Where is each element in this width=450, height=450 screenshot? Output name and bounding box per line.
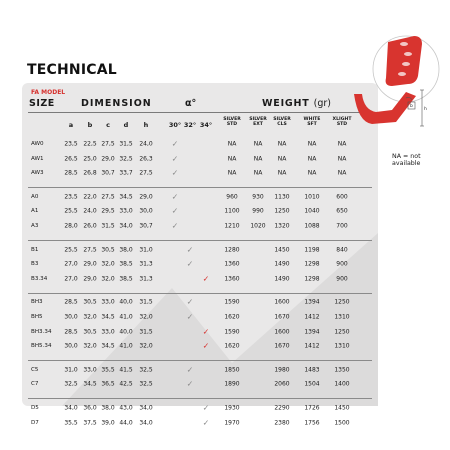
weight-value: 1504 — [304, 380, 320, 388]
size-label: AW1 — [31, 155, 44, 162]
dimension-header: DIMENSION — [81, 98, 152, 109]
weight-value: NA — [253, 169, 263, 177]
check-icon: ✓ — [186, 245, 194, 255]
weight-value: 930 — [252, 193, 264, 201]
size-label: B1 — [31, 246, 39, 253]
weight-col-header — [223, 117, 241, 128]
weight-value: 1500 — [334, 419, 350, 427]
dimension-value: 37,5 — [83, 419, 97, 427]
model-label: FA MODEL — [31, 89, 66, 96]
dimension-value: 22,5 — [83, 140, 97, 148]
size-label: D7 — [31, 419, 39, 426]
weight-value: 1198 — [304, 246, 320, 254]
weight-value: 1394 — [304, 298, 320, 306]
technical-table — [22, 83, 378, 428]
dimension-value: 33,7 — [119, 169, 133, 177]
weight-value: 1350 — [334, 366, 350, 374]
weight-col-header — [249, 117, 267, 128]
dimension-value: 29,0 — [83, 260, 97, 268]
weight-value: 1590 — [224, 298, 240, 306]
size-label: C5 — [31, 366, 39, 373]
weight-value: 1280 — [224, 246, 240, 254]
dimension-value: 25,5 — [64, 246, 78, 254]
weight-col-header-line2: CLS — [277, 122, 287, 128]
weight-value: 1360 — [224, 260, 240, 268]
weight-value: 1600 — [274, 328, 290, 336]
group-divider — [28, 187, 372, 188]
weight-value: 990 — [252, 207, 264, 215]
weight-value: 1726 — [304, 404, 320, 412]
dimension-value: 28,5 — [64, 298, 78, 306]
weight-value: NA — [253, 155, 263, 163]
weight-value: 1394 — [304, 328, 320, 336]
weight-value: 700 — [336, 222, 348, 230]
dimension-value: 30,5 — [83, 328, 97, 336]
dimension-value: 27,5 — [83, 246, 97, 254]
check-icon: ✓ — [171, 192, 179, 202]
dim-col-header: b — [87, 121, 93, 129]
weight-value: NA — [307, 155, 317, 163]
dimension-value: 33,0 — [119, 207, 133, 215]
dimension-value: 28,5 — [64, 328, 78, 336]
check-icon: ✓ — [186, 312, 194, 322]
dimension-value: 27,5 — [101, 193, 115, 201]
weight-value: 2060 — [274, 380, 290, 388]
weight-value: 1970 — [224, 419, 240, 427]
check-icon: ✓ — [202, 403, 210, 413]
weight-value: NA — [277, 155, 287, 163]
seat-illustration — [336, 36, 446, 132]
dimension-value: 34,0 — [119, 222, 133, 230]
weight-value: NA — [227, 169, 237, 177]
dimension-value: 31,0 — [64, 366, 78, 374]
weight-value: 1130 — [274, 193, 290, 201]
check-icon: ✓ — [202, 341, 210, 351]
dimension-value: 32,0 — [139, 342, 153, 350]
dimension-value: 28,5 — [64, 169, 78, 177]
weight-value: 1450 — [334, 404, 350, 412]
dimension-letters — [410, 103, 427, 112]
dimension-value: 38,5 — [119, 260, 133, 268]
check-icon: ✓ — [186, 259, 194, 269]
dimension-value: 27,0 — [64, 260, 78, 268]
weight-value: 1620 — [224, 313, 240, 321]
weight-value: 1320 — [274, 222, 290, 230]
dimension-value: 29,5 — [101, 207, 115, 215]
group-divider — [28, 360, 372, 361]
dimension-value: 30,0 — [139, 207, 153, 215]
size-label: B3.34 — [31, 275, 48, 282]
size-label: AW0 — [31, 141, 44, 147]
weight-value: NA — [337, 140, 347, 148]
weight-value: 1020 — [250, 222, 266, 230]
dimension-value: 35,5 — [64, 419, 78, 427]
weight-value: NA — [307, 140, 317, 148]
check-icon: ✓ — [171, 206, 179, 216]
dimension-value: 32,0 — [101, 275, 115, 283]
dimension-value: 30,5 — [101, 246, 115, 254]
weight-value: 1450 — [274, 246, 290, 254]
dimension-value: 31,5 — [101, 222, 115, 230]
weight-value: 1010 — [304, 193, 320, 201]
angle-col-header: 30° — [168, 121, 182, 129]
weight-value: NA — [277, 140, 287, 148]
dimension-value: 34,0 — [139, 404, 153, 412]
weight-value: 650 — [336, 207, 348, 215]
check-icon: ✓ — [186, 297, 194, 307]
weight-col-header-line1: SILVER — [223, 117, 241, 122]
dimension-value: 32,0 — [101, 260, 115, 268]
dimension-value: 30,0 — [64, 342, 78, 350]
dimension-value: 25,5 — [64, 207, 78, 215]
dim-col-header: a — [68, 121, 74, 129]
dimension-value: 22,0 — [83, 193, 97, 201]
check-icon: ✓ — [171, 221, 179, 231]
alpha-header: α° — [185, 98, 197, 109]
dimension-value: 31,5 — [119, 140, 133, 148]
dimension-value: 36,5 — [101, 380, 115, 388]
header-divider — [28, 112, 372, 113]
weight-col-header — [304, 117, 321, 128]
size-label: C7 — [31, 381, 39, 388]
dimension-value: 34,0 — [64, 404, 78, 412]
check-icon: ✓ — [171, 139, 179, 149]
weight-col-header-line2: STD — [226, 122, 238, 128]
size-label: AW3 — [31, 170, 44, 177]
weight-value: NA — [307, 169, 317, 177]
dimension-value: 33,0 — [83, 366, 97, 374]
seat-profile-shape — [354, 92, 416, 124]
weight-col-header-line1: SILVER — [273, 117, 291, 122]
weight-col-header-line2: SFT — [307, 122, 317, 128]
weight-col-header-line1: XLIGHT — [332, 117, 352, 122]
dimension-value: 34,5 — [83, 380, 97, 388]
weight-col-header-line1: SILVER — [249, 117, 267, 122]
weight-value: 1298 — [304, 275, 320, 283]
weight-value: 1670 — [274, 313, 290, 321]
dimension-value: 36,0 — [83, 404, 97, 412]
weight-value: 1100 — [224, 207, 240, 215]
dimension-value: 39,0 — [101, 419, 115, 427]
weight-value: NA — [277, 169, 287, 177]
weight-value: NA — [253, 140, 263, 148]
size-label: A0 — [31, 193, 39, 200]
dimension-value: 23,5 — [64, 140, 78, 148]
dim-col-header: d — [123, 121, 129, 129]
dimension-value: 41,0 — [119, 313, 133, 321]
check-icon: ✓ — [171, 168, 179, 178]
weight-value: 1310 — [334, 313, 350, 321]
dimension-value: 30,0 — [64, 313, 78, 321]
weight-value: 1490 — [274, 260, 290, 268]
weight-value: 1040 — [304, 207, 320, 215]
dim-col-header: c — [106, 121, 110, 129]
dimension-value: 33,0 — [101, 298, 115, 306]
dimension-value: 31,3 — [139, 275, 153, 283]
weight-col-header-line2: EXT — [253, 122, 263, 128]
dimension-value: 29,0 — [139, 193, 153, 201]
size-label: BH5.34 — [31, 343, 52, 350]
size-label: B3 — [31, 261, 39, 268]
dimension-value: 34,5 — [101, 342, 115, 350]
group-divider — [28, 293, 372, 294]
dimension-value: 27,0 — [64, 275, 78, 283]
weight-value: 1600 — [274, 298, 290, 306]
weight-value: 1756 — [304, 419, 320, 427]
dimension-value: 32,0 — [83, 313, 97, 321]
dimension-value: 29,0 — [101, 155, 115, 163]
dimension-value: 34,5 — [101, 313, 115, 321]
angle-col-header: 34° — [199, 121, 213, 129]
dimension-value: 41,5 — [119, 366, 133, 374]
dimension-value: 31,3 — [139, 260, 153, 268]
size-header: SIZE — [29, 98, 55, 109]
weight-header — [262, 98, 331, 109]
weight-value: NA — [227, 155, 237, 163]
size-label: BH3.34 — [31, 328, 52, 335]
weight-value: 1360 — [224, 275, 240, 283]
weight-value: 1483 — [304, 366, 320, 374]
weight-value: NA — [337, 169, 347, 177]
dimension-value: 26,3 — [139, 155, 153, 163]
dimension-value: 42,5 — [119, 380, 133, 388]
check-icon: ✓ — [202, 327, 210, 337]
dimension-value: 32,5 — [119, 155, 133, 163]
weight-value: 1930 — [224, 404, 240, 412]
dimension-value: 25,0 — [83, 155, 97, 163]
weight-value: 1412 — [304, 313, 320, 321]
dimension-value: 32,5 — [139, 380, 153, 388]
check-icon: ✓ — [171, 154, 179, 164]
dimension-value: 30,7 — [101, 169, 115, 177]
weight-value: 900 — [336, 260, 348, 268]
check-icon: ✓ — [202, 418, 210, 428]
weight-unit: (gr) — [313, 98, 332, 109]
weight-value: 1088 — [304, 222, 320, 230]
weight-value: 600 — [336, 193, 348, 201]
size-label: A1 — [31, 208, 39, 215]
dimension-value: 27,5 — [101, 140, 115, 148]
page-title: TECHNICAL — [27, 62, 117, 78]
dimension-value: 26,5 — [64, 155, 78, 163]
dimension-value: 30,7 — [139, 222, 153, 230]
weight-col-header-line1: WHITE — [303, 117, 321, 122]
weight-value: 1250 — [334, 328, 350, 336]
dimension-value: 26,8 — [83, 169, 97, 177]
dimension-value: 44,0 — [119, 419, 133, 427]
weight-value: 1670 — [274, 342, 290, 350]
dimension-value: 29,0 — [83, 275, 97, 283]
dimension-value: 31,0 — [139, 246, 153, 254]
dimension-value: 38,5 — [119, 275, 133, 283]
dimension-value: 24,0 — [83, 207, 97, 215]
dimension-value: 32,0 — [139, 313, 153, 321]
weight-value: 1850 — [224, 366, 240, 374]
seat-back-shape — [386, 36, 422, 86]
weight-value: 1400 — [334, 380, 350, 388]
dimension-value: 41,0 — [119, 342, 133, 350]
size-label: A3 — [31, 223, 39, 229]
dimension-value: 43,0 — [119, 404, 133, 412]
dimension-value: 24,0 — [139, 140, 153, 148]
group-divider — [28, 240, 372, 241]
weight-value: 1890 — [224, 380, 240, 388]
svg-text:h: h — [424, 107, 427, 112]
weight-value: 2380 — [274, 419, 290, 427]
check-icon: ✓ — [186, 365, 194, 375]
dimension-value: 31,5 — [139, 298, 153, 306]
dimension-value: 35,5 — [101, 366, 115, 374]
size-label: BH3 — [31, 299, 43, 306]
dimension-value: 40,0 — [119, 298, 133, 306]
dimension-value: 38,0 — [119, 246, 133, 254]
weight-value: 960 — [226, 193, 238, 201]
svg-text:b: b — [410, 104, 413, 109]
weight-value: 1620 — [224, 342, 240, 350]
weight-value: NA — [227, 140, 237, 148]
size-label: D5 — [31, 405, 39, 411]
dimension-value: 34,0 — [139, 419, 153, 427]
dim-col-header: h — [143, 121, 149, 129]
na-legend: NA = not available — [392, 153, 421, 167]
dimension-value: 31,5 — [139, 328, 153, 336]
dimension-value: 32,5 — [139, 366, 153, 374]
size-label: BH5 — [31, 314, 43, 320]
check-icon: ✓ — [202, 274, 210, 284]
weight-value: 1490 — [274, 275, 290, 283]
weight-value: 2290 — [274, 404, 290, 412]
dimension-value: 27,5 — [139, 169, 153, 177]
angle-col-header: 32° — [183, 121, 197, 129]
weight-value: NA — [337, 155, 347, 163]
weight-value: 1590 — [224, 328, 240, 336]
dimension-value: 23,5 — [64, 193, 78, 201]
weight-value: 1310 — [334, 342, 350, 350]
dimension-value: 33,0 — [101, 328, 115, 336]
dimension-value: 40,0 — [119, 328, 133, 336]
dimension-value: 32,0 — [83, 342, 97, 350]
weight-header-label: WEIGHT — [262, 98, 310, 109]
dimension-value: 26,0 — [83, 222, 97, 230]
dimension-value: 34,5 — [119, 193, 133, 201]
dimension-value: 38,0 — [101, 404, 115, 412]
weight-col-header-line2: STD — [336, 122, 348, 128]
group-divider — [28, 398, 372, 399]
weight-value: 840 — [336, 246, 348, 254]
weight-value: 1210 — [224, 222, 240, 230]
weight-value: 900 — [336, 275, 348, 283]
check-icon: ✓ — [186, 379, 194, 389]
dimension-value: 28,0 — [64, 222, 78, 230]
dimension-value: 32,5 — [64, 380, 78, 388]
dimension-value: 30,5 — [83, 298, 97, 306]
weight-value: 1412 — [304, 342, 320, 350]
weight-value: 1298 — [304, 260, 320, 268]
weight-value: 1980 — [274, 366, 290, 374]
watermark-shape — [22, 83, 378, 406]
weight-value: 1250 — [274, 207, 290, 215]
weight-value: 1250 — [334, 298, 350, 306]
weight-col-header — [273, 117, 291, 128]
